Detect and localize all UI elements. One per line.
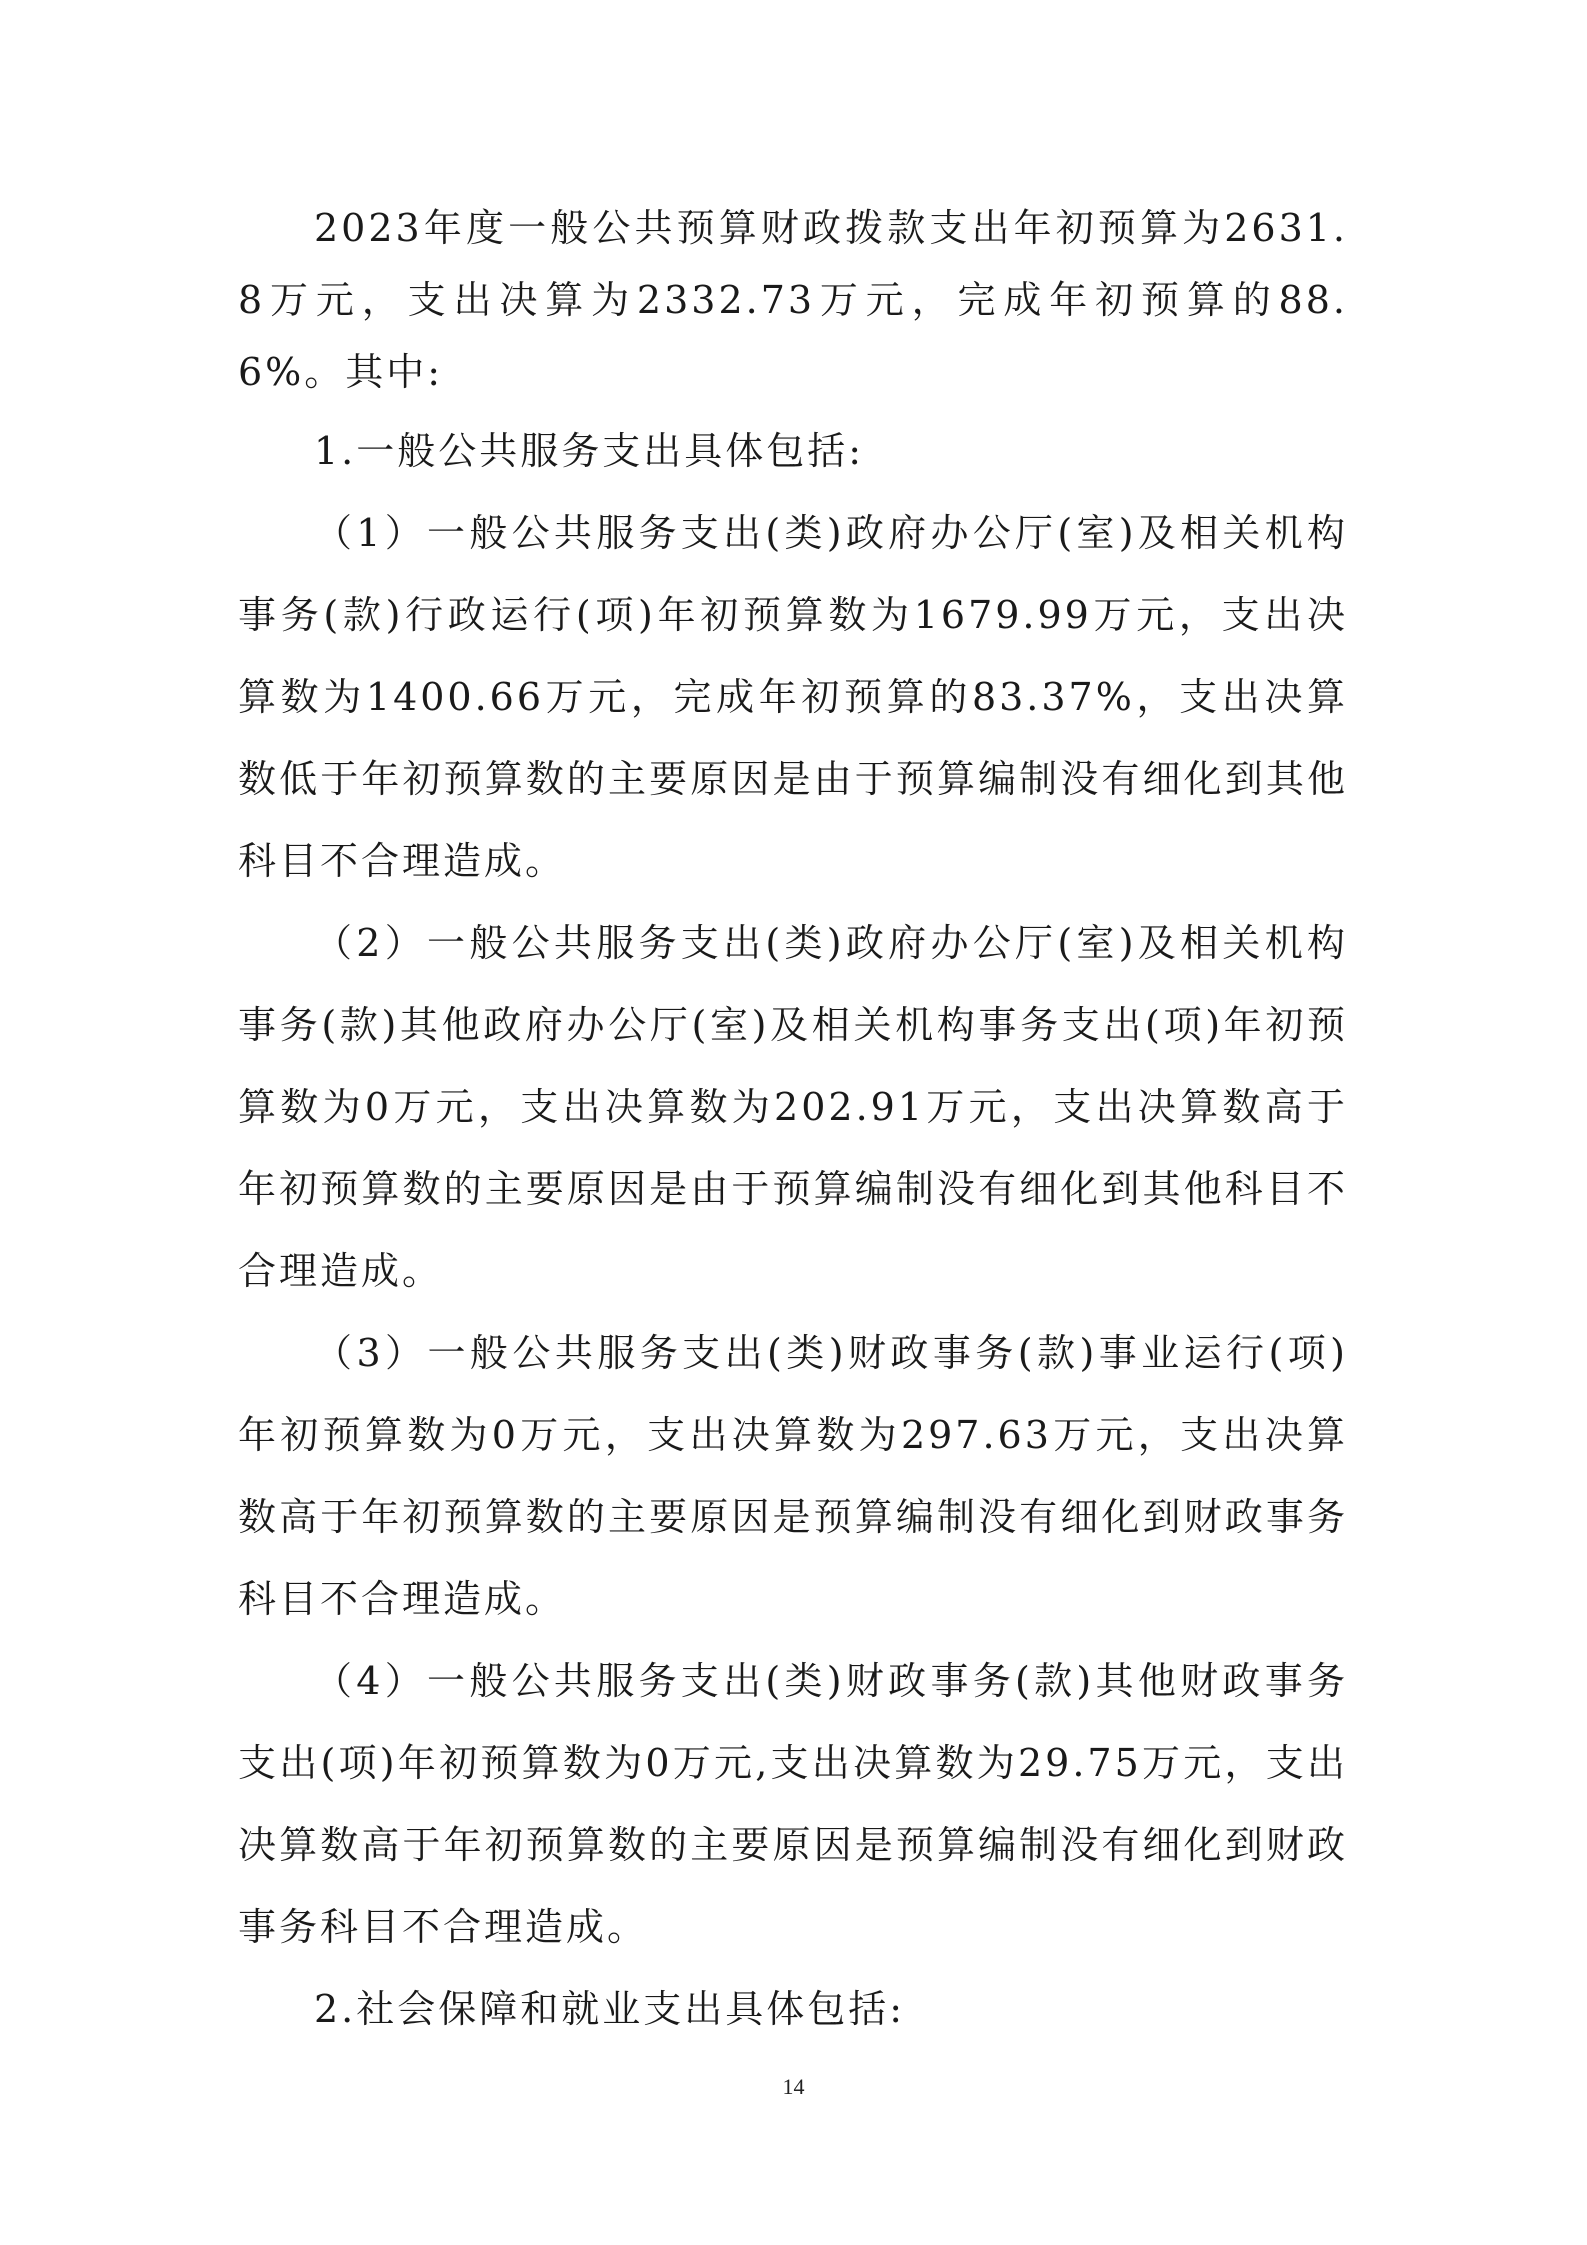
paragraph-item-1: （1）一般公共服务支出(类)政府办公厅(室)及相关机构事务(款)行政运行(项)年初预算数为1679.99万元，支出决算数为1400.66万元，完成年初预算的83.37%，支出决算数低于年初预算数的主要原因是由于预算编制没有细化到其他科目不合理造成。 <box>238 511 1348 883</box>
page-number: 14 <box>782 2074 805 2099</box>
paragraph-social-security-heading: 2.社会保障和就业支出具体包括: <box>314 1987 906 2031</box>
paragraph-item-2: （2）一般公共服务支出(类)政府办公厅(室)及相关机构事务(款)其他政府办公厅(室)及相关机构事务支出(项)年初预算数为0万元，支出决算数为202.91万元，支出决算数高于年初预算数的主要原因是由于预算编制没有细化到其他科目不合理造成。 <box>238 921 1348 1293</box>
paragraph-item-3: （3）一般公共服务支出(类)财政事务(款)事业运行(项)年初预算数为0万元，支出决算数为297.63万元，支出决算数高于年初预算数的主要原因是预算编制没有细化到财政事务科目不合理造成。 <box>238 1331 1348 1621</box>
paragraph-budget-summary: 2023年度一般公共预算财政拨款支出年初预算为2631.8万元，支出决算为2332.73万元，完成年初预算的88.6%。其中: <box>238 206 1348 394</box>
paragraph-item-4: （4）一般公共服务支出(类)财政事务(款)其他财政事务支出(项)年初预算数为0万元,支出决算数为29.75万元，支出决算数高于年初预算数的主要原因是预算编制没有细化到财政事务科目不合理造成。 <box>238 1659 1348 1949</box>
paragraph-general-public-services-heading: 1.一般公共服务支出具体包括: <box>314 429 865 473</box>
document-body <box>238 192 1348 2050</box>
